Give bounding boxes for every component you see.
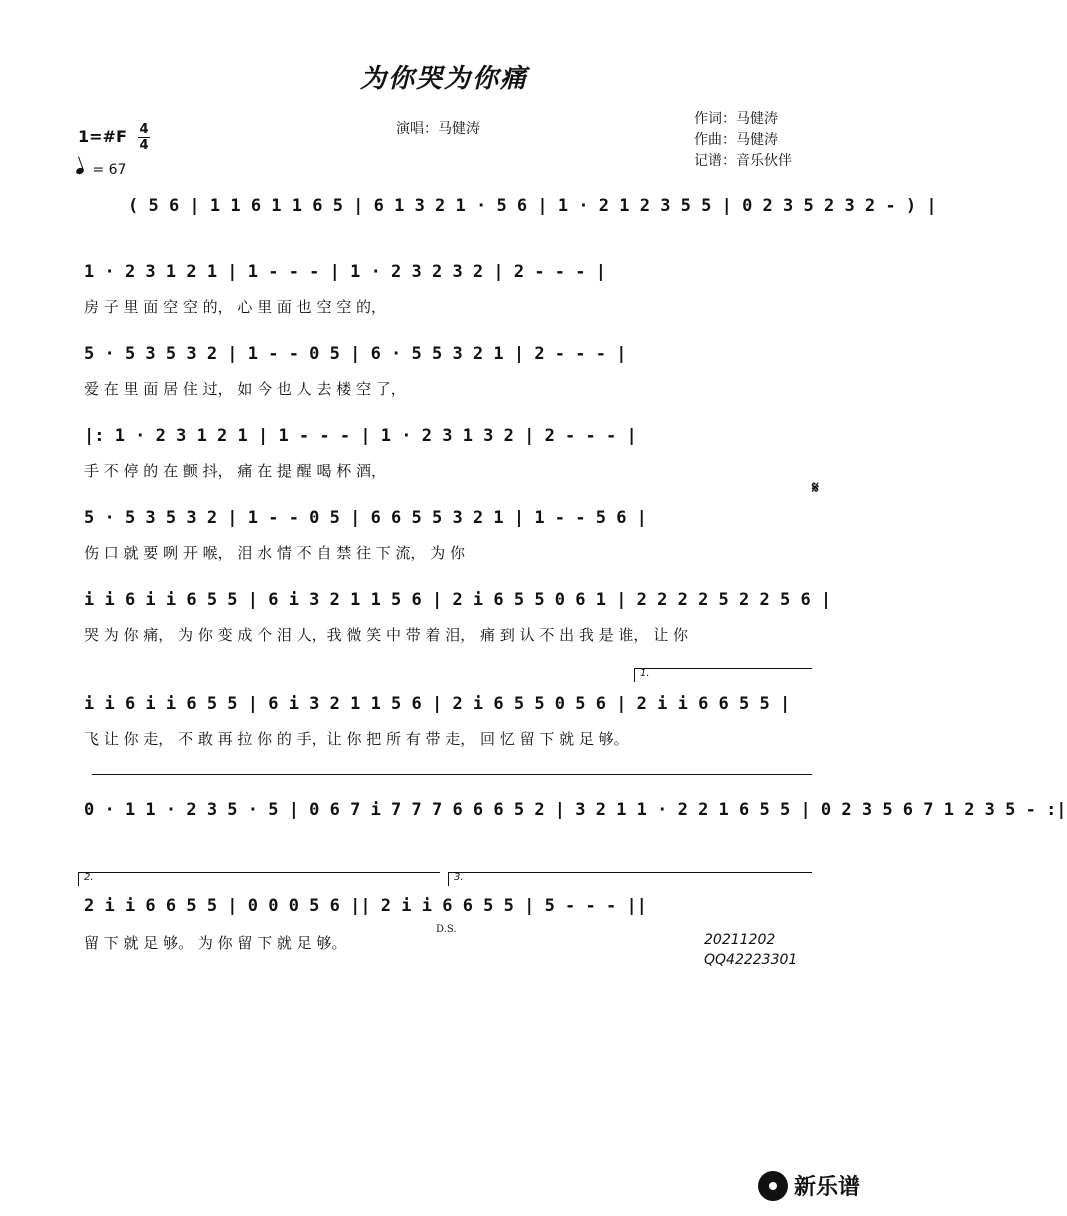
singer-credit: 演唱：马健涛 (396, 121, 480, 137)
volta-1-continuation (92, 774, 812, 775)
tempo-marking (76, 162, 126, 178)
time-signature (138, 122, 150, 153)
lyric-row-8: 留 下 就 足 够。 为 你 留 下 就 足 够。 (84, 934, 347, 952)
time-signature-bottom: 4 (139, 138, 149, 153)
ds-marking: D.S. (436, 924, 457, 935)
lyric-row-1: 房 子 里 面 空 空 的， 心 里 面 也 空 空 的， (84, 298, 386, 316)
quarter-note-icon (75, 167, 85, 175)
volta-1-bracket (634, 668, 812, 669)
score-row-4: 5 · 5 3 5 3 2 | 1 - - 0 5 | 6 6 5 5 3 2 1 | 1 - - 5 6 | (84, 508, 647, 528)
score-row-7: 0 · 1 1 · 2 3 5 · 5 | 0 6 7 i 7 7 7 6 6 6 5 2 | 3 2 1 1 · 2 2 1 6 5 5 | 0 2 3 5 6 7 1 2 3 5 - :| (84, 800, 1067, 820)
lyric-row-2: 爱 在 里 面 居 住 过， 如 今 也 人 去 楼 空 了， (84, 380, 406, 398)
score-row-intro: ( 5 6 | 1 1 6 1 1 6 5 | 6 1 3 2 1 · 5 6 | 1 · 2 1 2 3 5 5 | 0 2 3 5 2 3 2 - ) | (128, 196, 937, 216)
segno-sign: 𝄋 (812, 478, 819, 497)
vinyl-disc-icon (758, 1171, 788, 1201)
score-row-3: |: 1 · 2 3 1 2 1 | 1 - - - | 1 · 2 3 1 3 2 | 2 - - - | (84, 426, 637, 446)
lyric-row-6: 飞 让 你 走， 不 敢 再 拉 你 的 手，让 你 把 所 有 带 走， 回 忆 留 下 就 足 够。 (84, 730, 629, 748)
volta-2-label: 2. (84, 872, 94, 883)
time-signature-top: 4 (139, 122, 149, 137)
score-row-1: 1 · 2 3 1 2 1 | 1 - - - | 1 · 2 3 2 3 2 | 2 - - - | (84, 262, 606, 282)
tempo-value: = 67 (92, 162, 127, 178)
lyric-row-3: 手 不 停 的 在 颤 抖， 痛 在 提 醒 喝 杯 酒， (84, 462, 386, 480)
page-title: 为你哭为你痛 (359, 64, 528, 94)
date-stamp: 20211202 (704, 932, 776, 948)
volta-2-bracket (78, 872, 440, 873)
volta-3-label: 3. (454, 872, 464, 883)
lyric-row-5: 哭 为 你 痛， 为 你 变 成 个 泪 人，我 微 笑 中 带 着 泪， 痛 到 认 不 出 我 是 谁， 让 你 (84, 626, 688, 644)
key-signature: 1=#F (78, 127, 127, 146)
volta-3-bracket (448, 872, 812, 873)
volta-3-bracket-start (448, 872, 449, 886)
volta-2-bracket-start (78, 872, 79, 886)
site-logo (758, 1170, 860, 1201)
lyricist-credit: 作词：马健涛 (694, 111, 778, 127)
volta-1-bracket-start (634, 668, 635, 682)
score-row-8: 2 i i 6 6 5 5 | 0 0 0 5 6 || 2 i i 6 6 5 5 | 5 - - - || (84, 896, 647, 916)
notation-credit: 记谱：音乐伙伴 (694, 153, 792, 169)
logo-text: 新乐谱 (794, 1175, 861, 1200)
volta-1-label: 1. (640, 668, 650, 679)
composer-credit: 作曲：马健涛 (694, 132, 778, 148)
qq-number: QQ42223301 (704, 952, 798, 968)
score-row-6: i i 6 i i 6 5 5 | 6 i 3 2 1 1 5 6 | 2 i 6 5 5 0 5 6 | 2 i i 6 6 5 5 | (84, 694, 791, 714)
score-row-2: 5 · 5 3 5 3 2 | 1 - - 0 5 | 6 · 5 5 3 2 1 | 2 - - - | (84, 344, 627, 364)
score-row-5: i i 6 i i 6 5 5 | 6 i 3 2 1 1 5 6 | 2 i 6 5 5 0 6 1 | 2 2 2 2 5 2 2 5 6 | (84, 590, 832, 610)
lyric-row-4: 伤 口 就 要 咧 开 喉， 泪 水 情 不 自 禁 往 下 流， 为 你 (84, 544, 466, 562)
